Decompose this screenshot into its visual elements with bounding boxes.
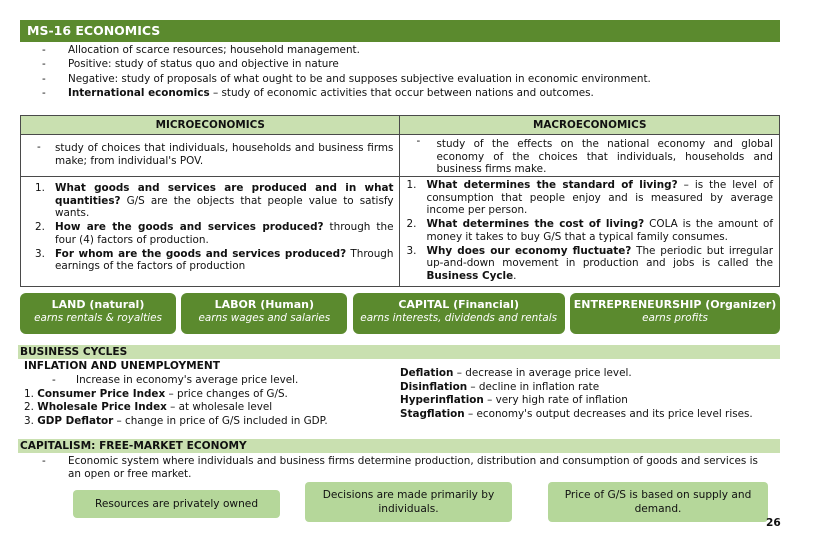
- term: Deflation: [400, 367, 454, 379]
- factor-entrepreneurship: [570, 293, 780, 334]
- list-item: [400, 367, 780, 381]
- question: What determines the cost of living?: [426, 218, 645, 231]
- micro-definition: [21, 135, 400, 177]
- term-definition: – economy's output decreases and its price level rises.: [464, 407, 753, 420]
- term: Stagflation: [400, 407, 465, 420]
- factor-earnings: earns rentals & royalties: [34, 312, 162, 325]
- business-cycles-heading: BUSINESS CYCLES: [18, 345, 780, 359]
- micro-questions: [21, 177, 400, 287]
- macro-header: MACROECONOMICS: [400, 116, 780, 135]
- factor-name: LAND (natural): [51, 298, 145, 311]
- list-item: [400, 394, 780, 408]
- factor-capital: [353, 293, 565, 334]
- table-row: [21, 135, 780, 177]
- page-title: MS-16 ECONOMICS: [20, 20, 780, 42]
- capitalism-heading: CAPITALISM: FREE-MARKET ECONOMY: [18, 439, 780, 453]
- answer: through the four (4) factors of production.: [55, 221, 394, 246]
- index-text: – change in price of G/S included in GDP.: [113, 414, 328, 427]
- table-row: [21, 177, 780, 287]
- inflation-section: [24, 360, 404, 428]
- item-number: 1.: [24, 387, 34, 400]
- index-text: – at wholesale level: [166, 401, 273, 413]
- list-item: [406, 218, 773, 243]
- factor-earnings: earns profits: [642, 312, 708, 325]
- index-text: – price changes of G/S.: [165, 387, 288, 400]
- dash-marker: -: [416, 135, 421, 147]
- macro-questions: [400, 177, 780, 287]
- item-number: 3.: [35, 247, 45, 260]
- capitalism-description-text: Economic system where individuals and business firms determine production, distribution and consumption of goods and services is an open or free market.: [68, 455, 758, 480]
- bullet-term: International economics: [68, 87, 210, 100]
- list-item: [406, 245, 773, 283]
- list-item: [42, 73, 782, 87]
- page-number: 26: [766, 517, 781, 529]
- question: For whom are the goods and services produced?: [55, 247, 347, 260]
- table-header-row: [21, 116, 780, 135]
- list-item: [24, 388, 404, 402]
- feature-individual-decisions: Decisions are made primarily by individuals.: [305, 482, 512, 522]
- bullet-text: – study of economic activities that occur between nations and outcomes.: [209, 87, 594, 100]
- list-item: [400, 408, 780, 422]
- list-item: [42, 87, 782, 101]
- answer: The periodic but irregular up-and-down movement in production and jobs is called the: [426, 244, 773, 270]
- item-number: 2.: [406, 218, 417, 231]
- factors-of-production: [20, 293, 780, 334]
- list-item: [24, 415, 404, 429]
- macro-definition-text: study of the effects on the national economy and global economy of the choices that individuals, households and business firms make.: [436, 138, 773, 176]
- capitalism-description: [42, 455, 762, 480]
- micro-definition-text: study of choices that individuals, households and business firms make; from individual's POV.: [55, 142, 394, 167]
- factor-name: LABOR (Human): [214, 298, 315, 311]
- factor-earnings: earns wages and salaries: [198, 312, 331, 325]
- index-name: Consumer Price Index: [37, 387, 166, 400]
- factor-earnings: earns interests, dividends and rentals: [360, 312, 557, 325]
- answer: Through earnings of the factors of production: [55, 247, 394, 273]
- inflation-definition: [24, 374, 404, 388]
- punctuation: .: [513, 269, 517, 282]
- list-item: [24, 401, 404, 415]
- bullet-text: Negative: study of proposals of what ought to be and supposes subjective evaluation in economic environment.: [68, 72, 651, 85]
- dash-marker: -: [52, 374, 56, 386]
- list-item: [42, 44, 782, 58]
- answer: G/S are the objects that people value to satisfy wants.: [55, 194, 394, 220]
- item-number: 2.: [35, 221, 45, 234]
- index-name: GDP Deflator: [37, 414, 114, 427]
- item-number: 1.: [35, 182, 45, 195]
- bullet-text: Allocation of scarce resources; household management.: [68, 44, 360, 56]
- term: Business Cycle: [426, 269, 514, 282]
- term-definition: – decrease in average price level.: [453, 367, 632, 379]
- macro-definition: [400, 135, 780, 177]
- feature-supply-demand-pricing: Price of G/S is based on supply and demand.: [548, 482, 768, 522]
- item-number: 3.: [24, 414, 34, 427]
- list-item: [406, 179, 773, 217]
- question: Why does our economy fluctuate?: [426, 244, 632, 257]
- term: Disinflation: [400, 380, 468, 393]
- bullet-text: Positive: study of status quo and objective in nature: [68, 58, 339, 71]
- item-number: 2.: [24, 401, 34, 413]
- factor-land: [20, 293, 176, 334]
- dash-marker: -: [37, 141, 41, 153]
- list-item: [35, 182, 393, 220]
- list-item: [400, 381, 780, 395]
- index-name: Wholesale Price Index: [37, 401, 167, 413]
- list-item: [35, 221, 393, 246]
- term: Hyperinflation: [400, 394, 484, 406]
- question: What determines the standard of living?: [426, 179, 678, 192]
- item-number: 3.: [406, 244, 417, 257]
- price-level-definitions: [400, 367, 780, 421]
- inflation-definition-text: Increase in economy's average price level.: [76, 374, 299, 386]
- list-item: [42, 58, 782, 72]
- item-number: 1.: [406, 179, 417, 192]
- question: What goods and services are produced and in what quantities?: [55, 182, 394, 207]
- term-definition: – very high rate of inflation: [483, 394, 628, 406]
- micro-macro-table: [20, 115, 780, 287]
- feature-private-ownership: Resources are privately owned: [73, 490, 280, 518]
- factor-name: ENTREPRENEURSHIP (Organizer): [573, 298, 777, 311]
- question: How are the goods and services produced?: [55, 221, 324, 234]
- term-definition: – decline in inflation rate: [467, 380, 600, 393]
- list-item: [35, 248, 393, 273]
- micro-header: MICROECONOMICS: [21, 116, 400, 135]
- factor-name: CAPITAL (Financial): [398, 298, 519, 311]
- answer: – is the level of consumption that people enjoy and is measured by average income per person.: [426, 179, 773, 217]
- dash-marker: -: [42, 455, 46, 467]
- inflation-heading: INFLATION AND UNEMPLOYMENT: [24, 360, 220, 372]
- answer: COLA is the amount of money it takes to buy G/S that a typical family consumes.: [426, 218, 773, 243]
- factor-labor: [181, 293, 347, 334]
- intro-bullet-list: [42, 44, 782, 102]
